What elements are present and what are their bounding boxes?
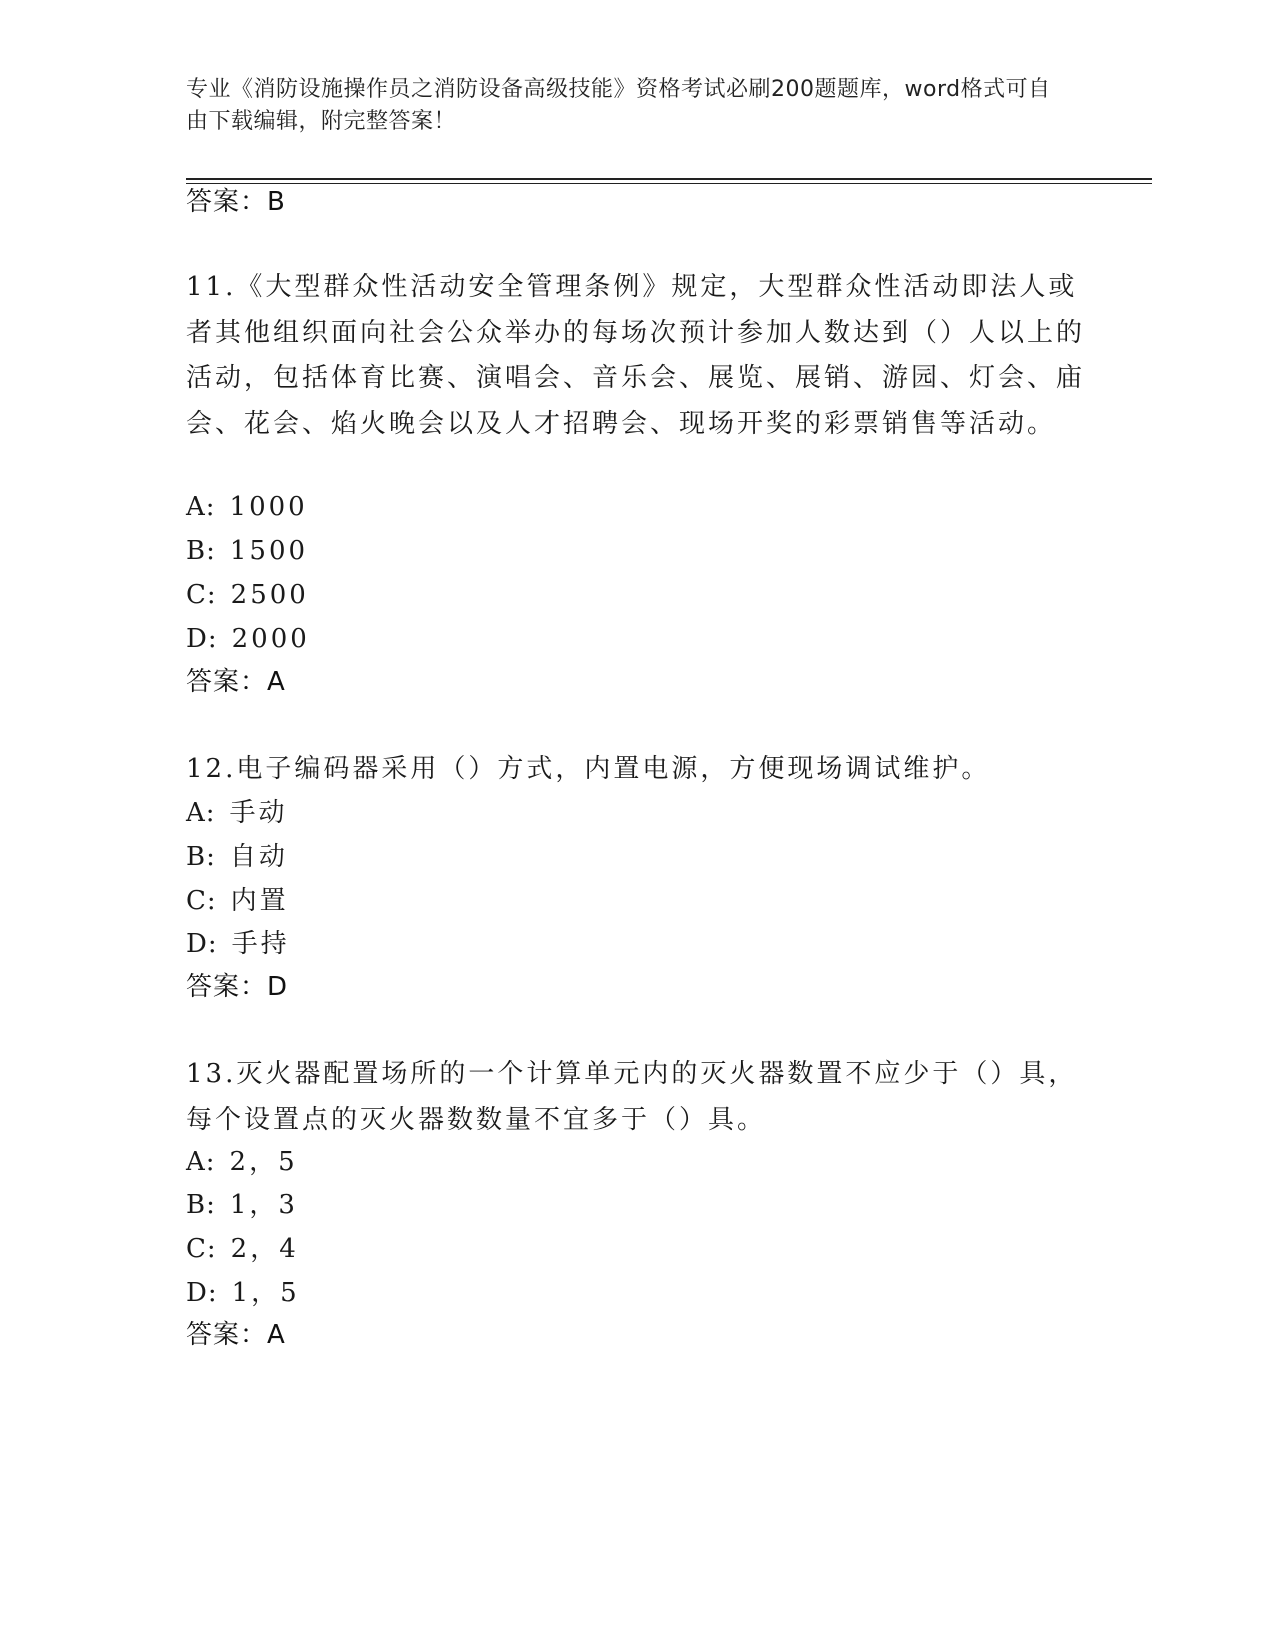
question-11-option-b <box>186 529 308 574</box>
option-text: 手动 <box>229 798 288 828</box>
header-divider-thin <box>186 183 1152 184</box>
option-text: 1500 <box>229 536 309 566</box>
option-text: 内置 <box>230 886 289 916</box>
option-key: A: <box>186 798 216 828</box>
option-key: A: <box>186 1147 216 1177</box>
question-11-option-a <box>186 485 308 530</box>
option-key: A: <box>186 492 216 522</box>
option-text: 2500 <box>230 580 309 610</box>
option-key: C: <box>186 580 217 610</box>
question-13-option-a <box>186 1140 298 1185</box>
option-text: 手持 <box>231 929 290 959</box>
page-header-title: 专业《消防设施操作员之消防设备高级技能》资格考试必刷200题题库，word格式可自由下载编辑，附完整答案！ <box>186 77 1051 134</box>
question-13-option-c <box>186 1227 299 1272</box>
question-12-option-b <box>186 835 288 880</box>
option-key: B: <box>186 536 216 566</box>
option-text: 1，5 <box>231 1278 300 1308</box>
question-11-option-d <box>186 617 310 662</box>
option-text: 1000 <box>229 492 308 522</box>
question-12-text: 12.电子编码器采用（）方式，内置电源，方便现场调试维护。 <box>186 754 991 784</box>
question-13-option-d <box>186 1271 300 1316</box>
option-text: 2，4 <box>230 1234 299 1264</box>
question-12-answer: 答案：D <box>186 972 289 1002</box>
option-text: 自动 <box>229 842 288 872</box>
option-key: D: <box>186 1278 218 1308</box>
option-text: 1，3 <box>229 1190 298 1220</box>
question-13-option-b <box>186 1183 298 1228</box>
option-key: C: <box>186 886 217 916</box>
option-text: 2000 <box>231 624 310 654</box>
option-key: B: <box>186 1190 216 1220</box>
option-key: D: <box>186 624 218 654</box>
question-11-text: 11.《大型群众性活动安全管理条例》规定，大型群众性活动即法人或者其他组织面向社会公众举办的每场次预计参加人数达到（）人以上的活动，包括体育比赛、演唱会、音乐会、展览、展销、游园、灯会、庙会、花会、焰火晚会以及人才招聘会、现场开奖的彩票销售等活动。 <box>186 272 1086 439</box>
option-text: 2，5 <box>229 1147 298 1177</box>
previous-question-answer: 答案：B <box>186 187 286 217</box>
question-12-option-c <box>186 879 289 924</box>
header-divider-thick <box>186 178 1152 180</box>
question-12-option-a <box>186 791 288 836</box>
question-11-answer: 答案：A <box>186 667 286 697</box>
question-13-answer: 答案：A <box>186 1320 286 1350</box>
option-key: B: <box>186 842 216 872</box>
question-13-text: 13.灭火器配置场所的一个计算单元内的灭火器数置不应少于（）具，每个设置点的灭火器数数量不宜多于（）具。 <box>186 1059 1078 1135</box>
option-key: D: <box>186 929 218 959</box>
question-11-option-c <box>186 573 309 618</box>
option-key: C: <box>186 1234 217 1264</box>
question-12-option-d <box>186 922 290 967</box>
